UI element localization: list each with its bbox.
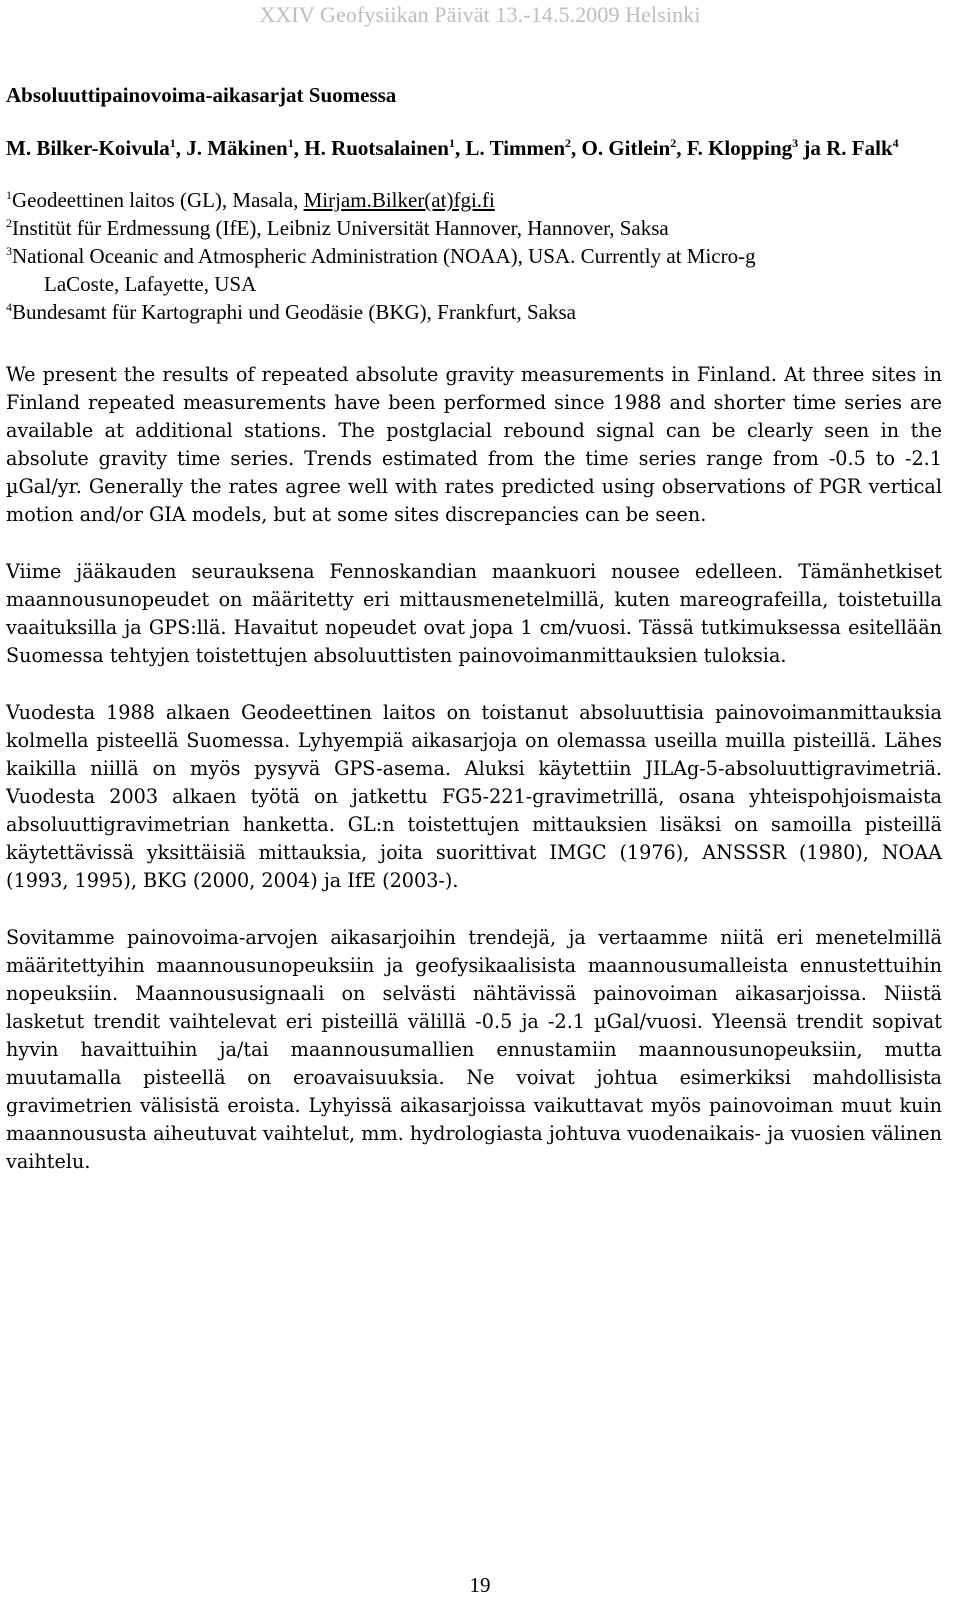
affiliation-3 — [6, 242, 942, 270]
author-list — [6, 133, 942, 164]
author-name: , H. Ruotsalainen — [293, 136, 449, 160]
affiliation-4 — [6, 298, 942, 326]
author-name: , L. Timmen — [454, 136, 566, 160]
page-number: 19 — [469, 1573, 491, 1597]
affiliation-number: 3 — [6, 244, 12, 258]
author-name: M. Bilker-Koivula — [6, 136, 170, 160]
author-name: , F. Klopping — [676, 136, 793, 160]
paper-body — [6, 70, 942, 1176]
author-name: ja R. Falk — [798, 136, 893, 160]
paragraph-finnish-intro: Viime jääkauden seurauksena Fennoskandian maankuori nousee edelleen. Tämänhetkiset maannousunopeudet on määritetty eri mittausmenetelmillä, kuten mareografeilla, toistetuilla vaaituksilla ja GPS:llä. Havaitut nopeudet ovat jopa 1 cm/vuosi. Tässä tutkimuksessa esitellään Suomessa tehtyjen toistettujen absoluuttisten painovoimanmittauksien tuloksia. — [6, 560, 942, 667]
author-affiliation-mark: 4 — [892, 136, 899, 150]
affiliation-3-continued: LaCoste, Lafayette, USA — [44, 272, 257, 296]
affiliation-2 — [6, 214, 942, 242]
affiliation-number: 1 — [6, 188, 12, 202]
email-link[interactable]: Mirjam.Bilker(at)fgi.fi — [303, 188, 495, 212]
author-affiliation-mark: 3 — [792, 136, 799, 150]
affiliation-text: Institüt für Erdmessung (IfE), Leibniz Universität Hannover, Hannover, Saksa — [12, 216, 669, 240]
affiliation-text: Geodeettinen laitos (GL), Masala, — [12, 188, 304, 212]
author-affiliation-mark: 1 — [287, 136, 294, 150]
paragraph-finnish-trends: Sovitamme painovoima-arvojen aikasarjoihin trendejä, ja vertaamme niitä eri menetelmillä määritettyihin maannousunopeuksiin ja geofysikaalisista maannousumalleista ennustettuihin nopeuksiin. Maannoususignaali on selvästi nähtävissä painovoiman aikasarjoissa. Niistä lasketut trendit vaihtelevat eri pisteillä välillä -0.5 ja -2.1 µGal/vuosi. Yleensä trendit sopivat hyvin havaittuihin ja/tai maannousumallien ennustamiin maannousunopeuksiin, mutta muutamalla pisteellä on eroavaisuuksia. Ne voivat johtua esimerkiksi mahdollisista gravimetrien välisistä eroista. Lyhyissä aikasarjoissa vaikuttavat myös painovoiman muut kuin maannoususta aiheutuvat vaihtelut, mm. hydrologiasta johtuva vuodenaikais- ja vuosien välinen vaihtelu. — [6, 926, 942, 1173]
author-affiliation-mark: 2 — [565, 136, 572, 150]
author-name: , J. Mäkinen — [175, 136, 288, 160]
affiliation-number: 4 — [6, 300, 12, 314]
author-name: , O. Gitlein — [571, 136, 671, 160]
abstract-english: We present the results of repeated absolute gravity measurements in Finland. At three sites in Finland repeated measurements have been performed since 1988 and shorter time series are available at additional stations. The postglacial rebound signal can be clearly seen in the absolute gravity time series. Trends estimated from the time series range from -0.5 to -2.1 µGal/yr. Generally the rates agree well with rates predicted using observations of PGR vertical motion and/or GIA models, but at some sites discrepancies can be seen. — [6, 363, 942, 526]
affiliation-number: 2 — [6, 216, 12, 230]
author-affiliation-mark: 1 — [448, 136, 455, 150]
conference-header: XXIV Geofysiikan Päivät 13.-14.5.2009 Helsinki — [259, 2, 701, 27]
affiliation-text: Bundesamt für Kartographi und Geodäsie (BKG), Frankfurt, Saksa — [12, 300, 576, 324]
affiliation-text: National Oceanic and Atmospheric Administration (NOAA), USA. Currently at Micro-g — [12, 244, 756, 268]
paragraph-finnish-measurements: Vuodesta 1988 alkaen Geodeettinen laitos on toistanut absoluuttisia painovoimanmittauksia kolmella pisteellä Suomessa. Lyhyempiä aikasarjoja on olemassa useilla muilla pisteillä. Lähes kaikilla niillä on myös pysyvä GPS-asema. Aluksi käytettiin JILAg-5-absoluuttigravimetriä. Vuodesta 2003 alkaen työtä on jatkettu FG5-221-gravimetrillä, osana yhteispohjoismaista absoluuttigravimetrian hanketta. GL:n toistettujen mittauksien lisäksi on samoilla pisteillä käytettävissä yksittäisiä mittauksia, joita suorittivat IMGC (1976), ANSSSR (1980), NOAA (1993, 1995), BKG (2000, 2004) ja IfE (2003-). — [6, 701, 942, 892]
author-affiliation-mark: 2 — [670, 136, 677, 150]
author-affiliation-mark: 1 — [169, 136, 176, 150]
paper-title: Absoluuttipainovoima-aikasarjat Suomessa — [6, 83, 397, 107]
affiliation-list — [6, 186, 942, 326]
affiliation-1 — [6, 186, 942, 214]
